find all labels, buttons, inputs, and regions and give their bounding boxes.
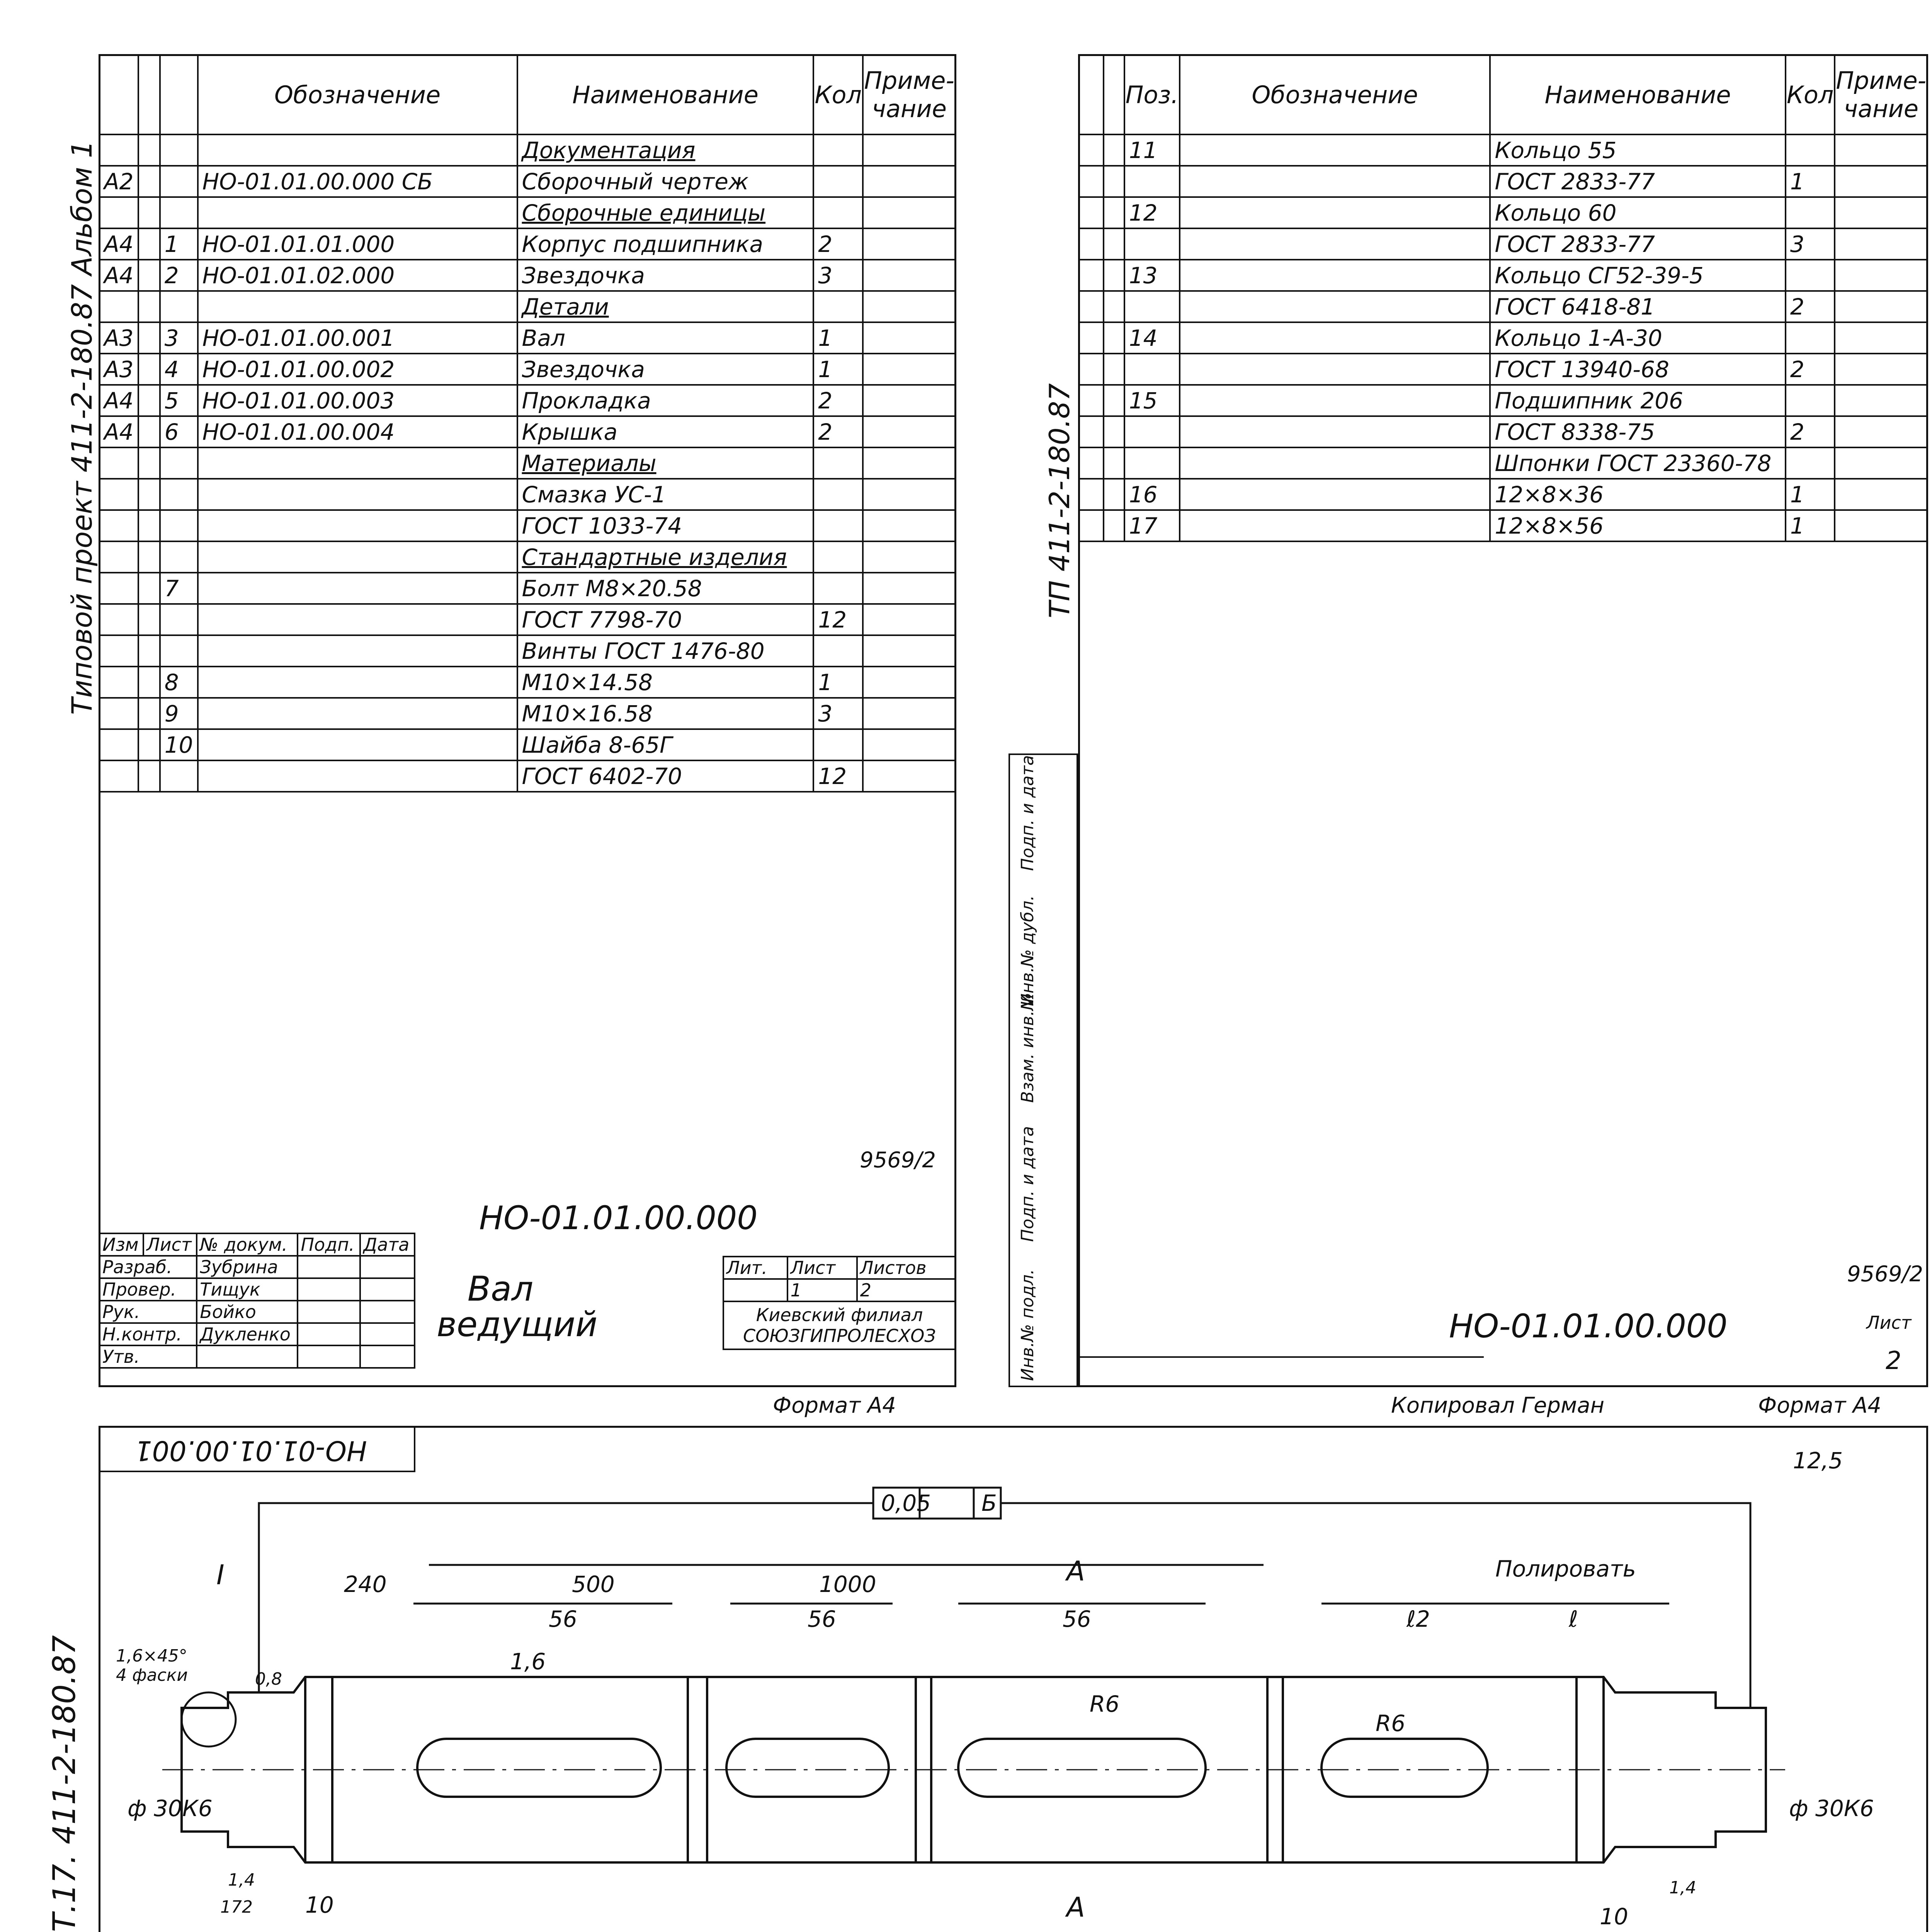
spec-row: 15 Подшипник 206 — [1079, 385, 1927, 416]
sheet1-code: 9569/2 — [860, 1148, 936, 1173]
svg-text:0,8: 0,8 — [255, 1669, 282, 1689]
svg-text:1,4: 1,4 — [1669, 1878, 1696, 1898]
svg-text:4 фаски: 4 фаски — [116, 1665, 188, 1685]
sheet1-stamp-left: Изм Лист № докум. Подп. Дата Разраб. Зубрина Провер. Тищук Рук. Бойко Н.контр. Дукленко Утв. — [99, 1233, 415, 1369]
spec-row: А2 НО-01.01.00.000 СБ Сборочный чертеж — [99, 166, 956, 197]
spec-row: 17 12×8×56 1 — [1079, 510, 1927, 541]
svg-text:1,6: 1,6 — [510, 1648, 546, 1675]
svg-text:1,4: 1,4 — [228, 1870, 255, 1890]
spec-row: 11 Кольцо 55 — [1079, 134, 1927, 166]
spec-row: А3 3 НО-01.01.00.001 Вал 1 — [99, 322, 956, 354]
spec-row: Детали — [99, 291, 956, 322]
spec-row: ГОСТ 13940-68 2 — [1079, 354, 1927, 385]
col-qty: Кол — [813, 55, 863, 134]
spec-row: А3 4 НО-01.01.00.002 Звездочка 1 — [99, 354, 956, 385]
svg-text:1,6×45°: 1,6×45° — [116, 1646, 187, 1666]
svg-text:240: 240 — [344, 1571, 387, 1597]
svg-text:А: А — [1066, 1555, 1085, 1587]
spec-row: Документация — [99, 134, 956, 166]
svg-text:ф 30К6: ф 30К6 — [128, 1795, 213, 1821]
spec-row: Сборочные единицы — [99, 197, 956, 228]
svg-text:А: А — [1066, 1891, 1085, 1923]
col-name: Наименование — [517, 55, 814, 134]
svg-text:56: 56 — [549, 1606, 577, 1632]
col-note: Приме-чание — [863, 55, 956, 134]
sheet2-doc-number: НО-01.01.00.000 — [1449, 1307, 1728, 1345]
svg-text:I: I — [216, 1559, 224, 1591]
spec-row: 7 Болт М8×20.58 — [99, 573, 956, 604]
polish-note: Полировать — [1495, 1556, 1636, 1582]
sheet2-spec-table: Поз. Обозначение Наименование Кол Приме-чание 11 Кольцо 55 ГОСТ 2833-77 1 12 Кольцо 60 ГОСТ 2833-77 3 13 Кольцо СГ52-39-5 ГОСТ 6418-81 2 14 Кольцо 1-А-30 ГОСТ 13940-68 2 15 Подшипник 206 ГОСТ 8338-75 2 Шпонки ГОСТ 23360-78 16 12×8×36 1 17 12×8×56 1 — [1078, 54, 1928, 542]
drawing-top-stamp: НО-01.01.00.001 — [99, 1426, 415, 1472]
sheet2-side-label: ТП 411-2-180.87 — [1043, 383, 1076, 618]
spec-row: ГОСТ 6418-81 2 — [1079, 291, 1927, 322]
spec-row: 8 М10×14.58 1 — [99, 667, 956, 698]
sheet2-sheet-no: 2 — [1886, 1347, 1901, 1375]
spec-row: 16 12×8×36 1 — [1079, 479, 1927, 510]
sheet1-side-label: Типовой проект 411-2-180.87 Альбом 1 — [66, 140, 98, 715]
svg-text:56: 56 — [1063, 1606, 1091, 1632]
svg-text:56: 56 — [808, 1606, 836, 1632]
spec-row: ГОСТ 1033-74 — [99, 510, 956, 541]
spec-row: ГОСТ 2833-77 1 — [1079, 166, 1927, 197]
spec-row: А4 5 НО-01.01.00.003 Прокладка 2 — [99, 385, 956, 416]
spec-row: Смазка УС-1 — [99, 479, 956, 510]
spec-row: Материалы — [99, 447, 956, 479]
datum-top: Б — [981, 1490, 997, 1516]
spec-row: 13 Кольцо СГ52-39-5 — [1079, 260, 1927, 291]
tol-top: 0,05 — [881, 1490, 931, 1516]
spec-row: 14 Кольцо 1-А-30 — [1079, 322, 1927, 354]
svg-text:500: 500 — [572, 1571, 615, 1597]
spec-row: ГОСТ 7798-70 12 — [99, 604, 956, 635]
spec-row: А4 2 НО-01.01.02.000 Звездочка 3 — [99, 260, 956, 291]
sheet2-copied: Копировал Герман — [1391, 1393, 1605, 1418]
sheet1-doc-number: НО-01.01.00.000 — [479, 1199, 758, 1237]
svg-text:10: 10 — [1600, 1903, 1628, 1930]
spec-row: 12 Кольцо 60 — [1079, 197, 1927, 228]
spec-row: ГОСТ 6402-70 12 — [99, 760, 956, 792]
svg-text:ф 30К6: ф 30К6 — [1789, 1795, 1874, 1821]
sheet2-side-stamp: Инв.№ подл. Подп. и дата Взам. инв.№ Инв.№ дубл. Подп. и дата — [1009, 753, 1078, 1387]
svg-text:R6: R6 — [1090, 1691, 1120, 1717]
sheet1-stamp-right: Лит. Лист Листов 1 2 Киевский филиал СОЮЗГИПРОЛЕСХОЗ — [723, 1256, 956, 1350]
svg-text:10: 10 — [305, 1892, 334, 1918]
sheet2-sheet-label: Лист — [1866, 1312, 1912, 1333]
spec-row: 10 Шайба 8-65Г — [99, 729, 956, 760]
sheet2-format: Формат А4 — [1758, 1393, 1881, 1418]
spec-row: 9 М10×16.58 3 — [99, 698, 956, 729]
spec-row: ГОСТ 8338-75 2 — [1079, 416, 1927, 447]
svg-text:1000: 1000 — [819, 1571, 876, 1597]
svg-text:R6: R6 — [1376, 1710, 1406, 1736]
drawing-side-label: Т.17. 411-2-180.87 — [46, 1635, 82, 1932]
spec-row: А4 6 НО-01.01.00.004 Крышка 2 — [99, 416, 956, 447]
sheet1-format: Формат А4 — [773, 1393, 896, 1418]
sheet2-code: 9569/2 — [1847, 1262, 1923, 1287]
spec-row: ГОСТ 2833-77 3 — [1079, 228, 1927, 260]
col-designation: Обозначение — [198, 55, 517, 134]
spec-row: Стандартные изделия — [99, 541, 956, 573]
sheet1-title: Вал ведущий — [437, 1269, 598, 1345]
spec-row: Винты ГОСТ 1476-80 — [99, 635, 956, 667]
svg-text:ℓ: ℓ — [1569, 1606, 1578, 1632]
spec-row: А4 1 НО-01.01.01.000 Корпус подшипника 2 — [99, 228, 956, 260]
svg-text:172: 172 — [220, 1897, 253, 1917]
roughness: 12,5 — [1793, 1447, 1843, 1474]
svg-text:ℓ2: ℓ2 — [1406, 1606, 1430, 1632]
spec-row: Шпонки ГОСТ 23360-78 — [1079, 447, 1927, 479]
